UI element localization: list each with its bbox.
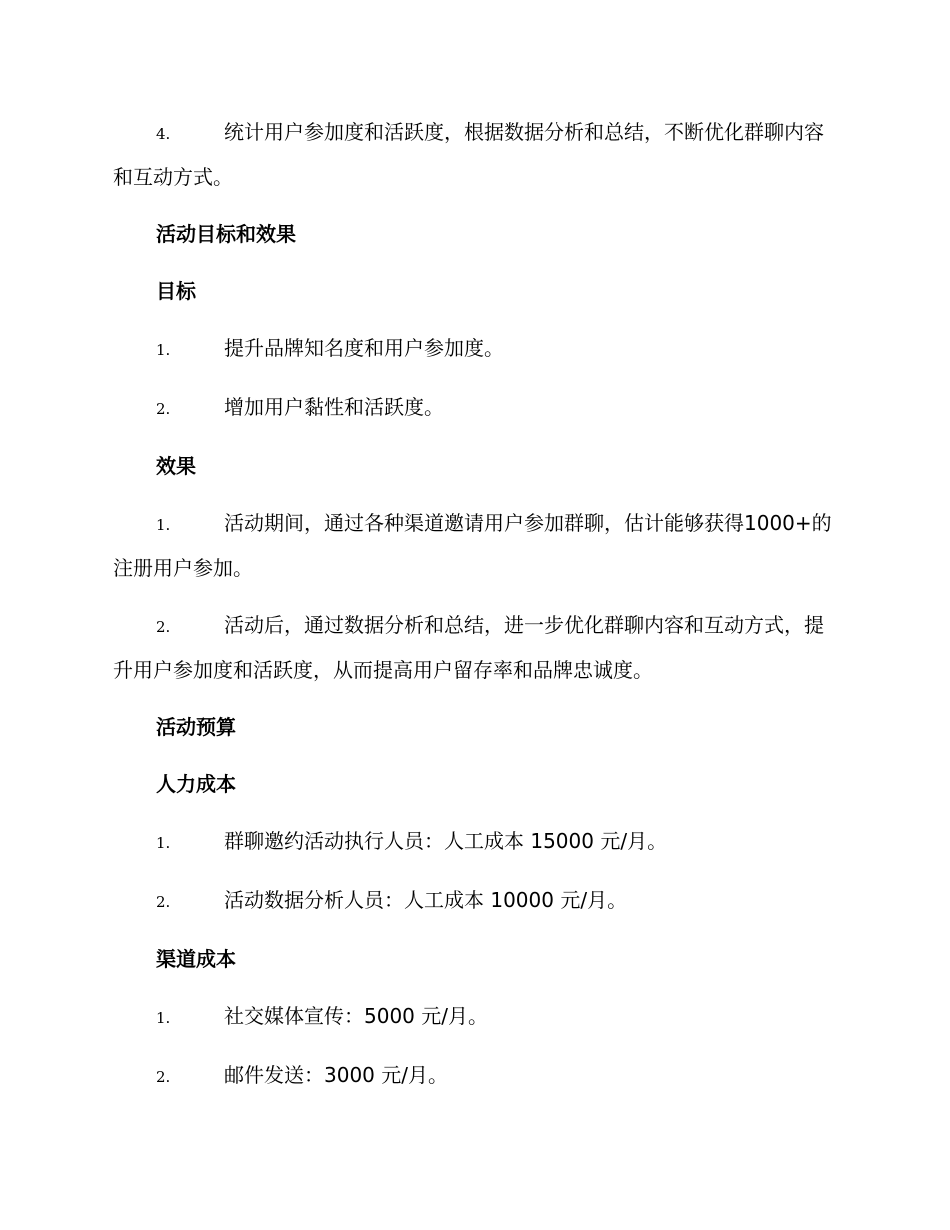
list-text: 提升品牌知名度和用户参加度。 [224,336,504,360]
list-text: 邮件发送：3000 元/月。 [224,1063,448,1087]
list-item [113,502,837,590]
list-number: 2. [156,618,171,636]
list-number: 1. [156,834,171,852]
list-text: 活动后，通过数据分析和总结，进一步优化群聊内容和互动方式，提升用户参加度和活跃度，从而提高用户留存率和品牌忠诚度。 [113,613,824,682]
list-number: 2. [156,893,171,911]
subsection-heading: 目标 [156,279,196,303]
list-item [113,111,837,199]
list-item [113,386,837,431]
list-text: 活动期间，通过各种渠道邀请用户参加群聊，估计能够获得1000+的注册用户参加。 [113,511,832,580]
list-text: 社交媒体宣传：5000 元/月。 [224,1004,488,1028]
list-number: 1. [156,516,171,534]
section-heading: 活动目标和效果 [156,222,296,246]
list-item [113,1054,837,1099]
subsection-heading: 渠道成本 [156,947,236,971]
list-text: 增加用户黏性和活跃度。 [224,395,444,419]
list-text: 活动数据分析人员：人工成本 10000 元/月。 [224,888,628,912]
list-item [113,879,837,924]
document-body [113,111,837,1099]
subsection-heading: 效果 [156,454,196,478]
list-item [113,820,837,865]
list-number: 1. [156,1009,171,1027]
list-number: 2. [156,1068,171,1086]
list-item [113,995,837,1040]
section-heading: 活动预算 [156,715,236,739]
list-text: 统计用户参加度和活跃度，根据数据分析和总结，不断优化群聊内容和互动方式。 [113,120,824,189]
list-item [113,604,837,692]
list-text: 群聊邀约活动执行人员：人工成本 15000 元/月。 [224,829,668,853]
list-number: 2. [156,400,171,418]
list-number: 4. [156,125,171,143]
list-number: 1. [156,341,171,359]
list-item [113,327,837,372]
subsection-heading: 人力成本 [156,772,236,796]
